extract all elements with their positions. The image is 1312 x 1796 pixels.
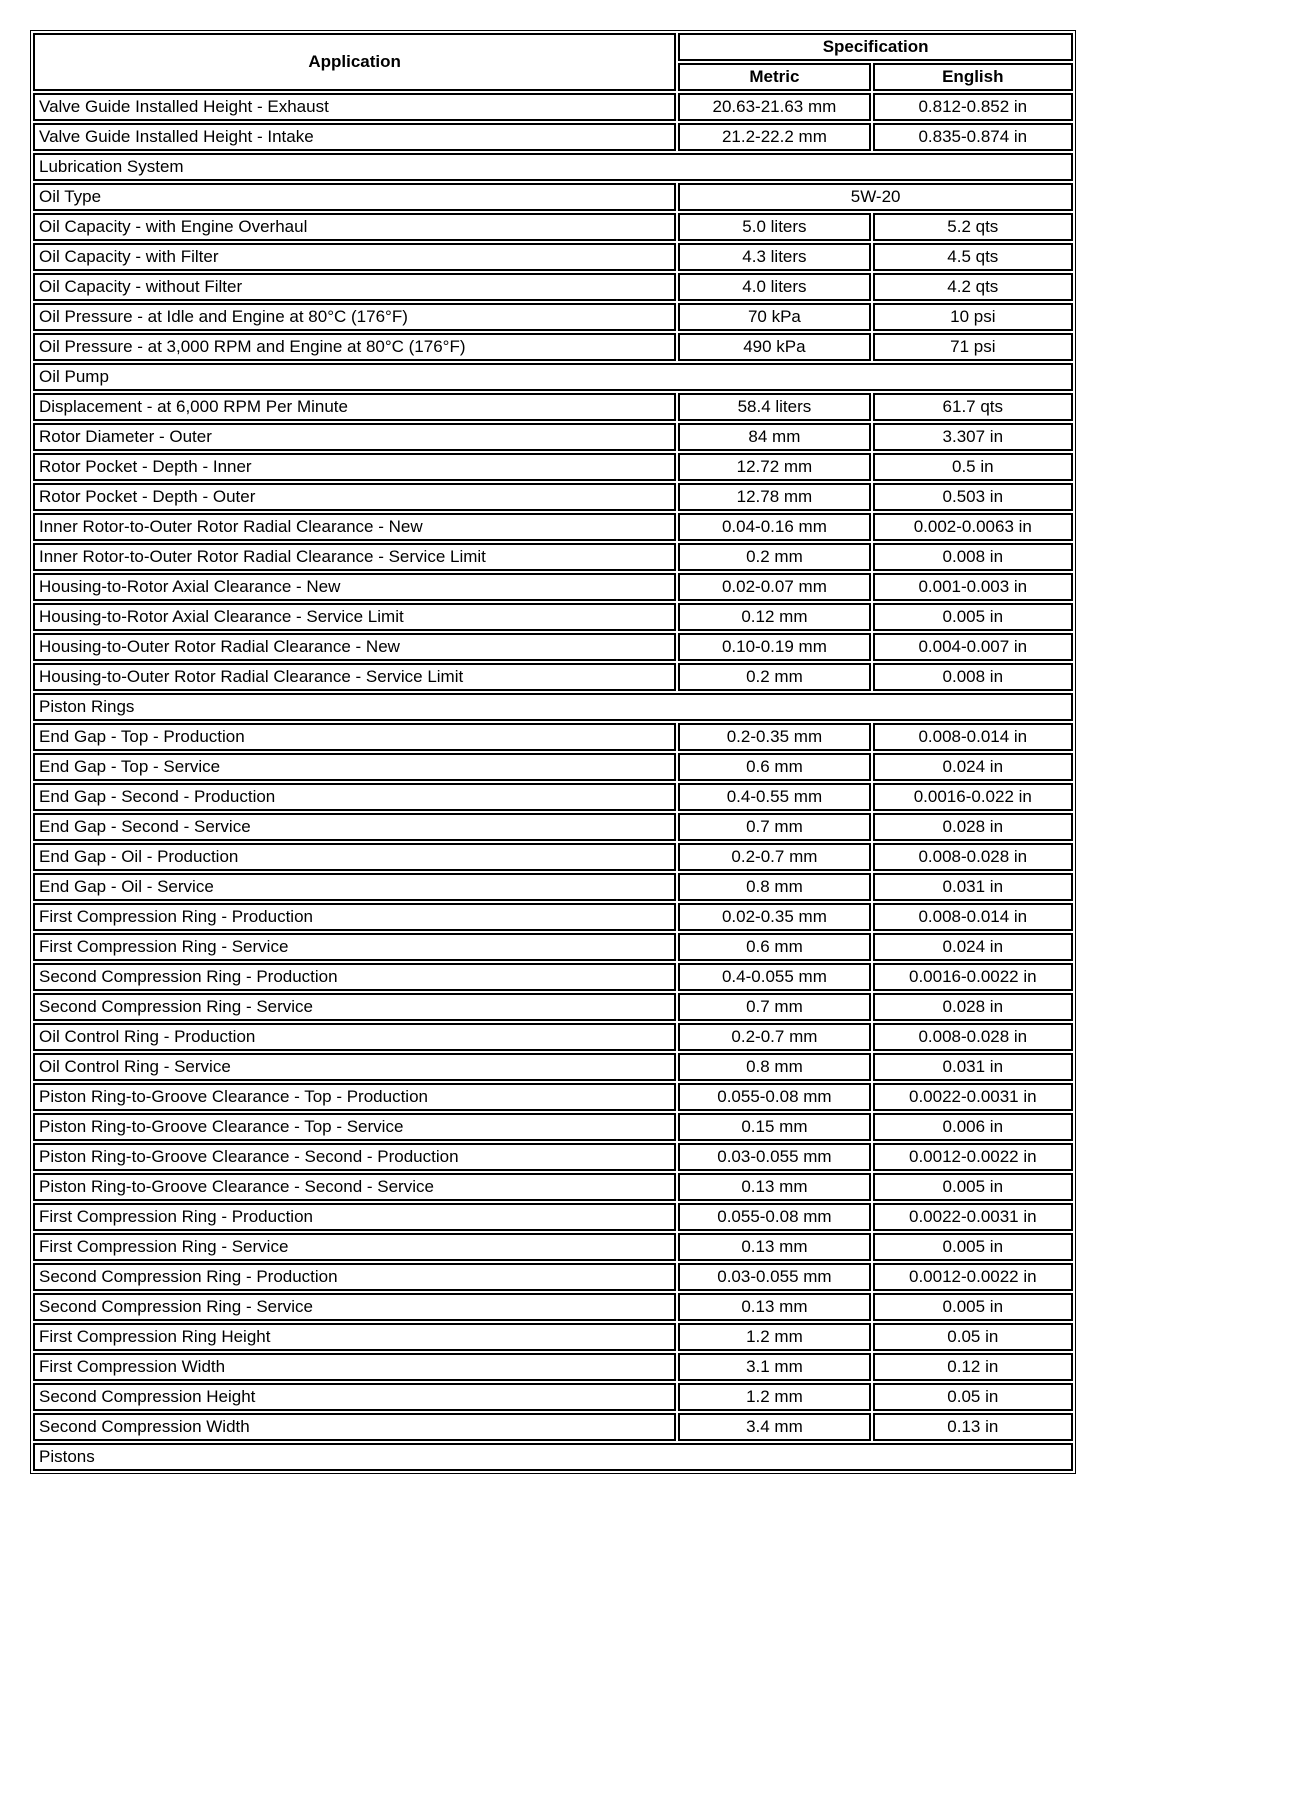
application-cell: Valve Guide Installed Height - Exhaust bbox=[33, 93, 676, 121]
table-row bbox=[33, 393, 1073, 421]
section-row bbox=[33, 153, 1073, 181]
english-value-cell: 0.008-0.014 in bbox=[873, 903, 1073, 931]
table-row bbox=[33, 723, 1073, 751]
metric-value-cell: 0.10-0.19 mm bbox=[678, 633, 870, 661]
table-row bbox=[33, 123, 1073, 151]
table-row bbox=[33, 813, 1073, 841]
metric-value-cell: 20.63-21.63 mm bbox=[678, 93, 870, 121]
application-cell: Valve Guide Installed Height - Intake bbox=[33, 123, 676, 151]
section-label: Lubrication System bbox=[33, 153, 1073, 181]
section-label: Piston Rings bbox=[33, 693, 1073, 721]
metric-value-cell: 4.0 liters bbox=[678, 273, 870, 301]
application-cell: Piston Ring-to-Groove Clearance - Top - Service bbox=[33, 1113, 676, 1141]
metric-value-cell: 0.12 mm bbox=[678, 603, 870, 631]
metric-value-cell: 3.4 mm bbox=[678, 1413, 870, 1441]
table-row bbox=[33, 603, 1073, 631]
english-value-cell: 0.008 in bbox=[873, 663, 1073, 691]
application-cell: First Compression Ring - Service bbox=[33, 1233, 676, 1261]
metric-value-cell: 12.72 mm bbox=[678, 453, 870, 481]
metric-value-cell: 0.8 mm bbox=[678, 1053, 870, 1081]
section-label: Pistons bbox=[33, 1443, 1073, 1471]
table-row bbox=[33, 213, 1073, 241]
table-row bbox=[33, 1233, 1073, 1261]
spec-table-body bbox=[33, 93, 1073, 1471]
spanned-value-cell: 5W-20 bbox=[678, 183, 1073, 211]
metric-value-cell: 3.1 mm bbox=[678, 1353, 870, 1381]
section-label: Oil Pump bbox=[33, 363, 1073, 391]
section-row bbox=[33, 363, 1073, 391]
application-cell: Housing-to-Outer Rotor Radial Clearance - Service Limit bbox=[33, 663, 676, 691]
english-value-cell: 61.7 qts bbox=[873, 393, 1073, 421]
table-row bbox=[33, 1353, 1073, 1381]
english-value-cell: 3.307 in bbox=[873, 423, 1073, 451]
metric-value-cell: 0.03-0.055 mm bbox=[678, 1263, 870, 1291]
metric-value-cell: 490 kPa bbox=[678, 333, 870, 361]
application-cell: Second Compression Height bbox=[33, 1383, 676, 1411]
english-value-cell: 0.05 in bbox=[873, 1383, 1073, 1411]
english-value-cell: 0.0012-0.0022 in bbox=[873, 1143, 1073, 1171]
application-cell: End Gap - Top - Production bbox=[33, 723, 676, 751]
specification-table bbox=[30, 30, 1076, 1474]
application-cell: First Compression Width bbox=[33, 1353, 676, 1381]
specification-column-header: Specification bbox=[678, 33, 1073, 61]
english-column-header: English bbox=[873, 63, 1073, 91]
english-value-cell: 0.835-0.874 in bbox=[873, 123, 1073, 151]
application-cell: Rotor Diameter - Outer bbox=[33, 423, 676, 451]
table-row bbox=[33, 543, 1073, 571]
table-row bbox=[33, 513, 1073, 541]
application-cell: Displacement - at 6,000 RPM Per Minute bbox=[33, 393, 676, 421]
english-value-cell: 0.006 in bbox=[873, 1113, 1073, 1141]
english-value-cell: 71 psi bbox=[873, 333, 1073, 361]
application-cell: Second Compression Ring - Production bbox=[33, 963, 676, 991]
application-cell: Housing-to-Rotor Axial Clearance - New bbox=[33, 573, 676, 601]
metric-value-cell: 0.8 mm bbox=[678, 873, 870, 901]
table-row bbox=[33, 663, 1073, 691]
application-cell: Rotor Pocket - Depth - Outer bbox=[33, 483, 676, 511]
table-row bbox=[33, 93, 1073, 121]
table-row bbox=[33, 993, 1073, 1021]
metric-value-cell: 84 mm bbox=[678, 423, 870, 451]
table-row bbox=[33, 903, 1073, 931]
section-row bbox=[33, 1443, 1073, 1471]
table-row bbox=[33, 1203, 1073, 1231]
table-row bbox=[33, 183, 1073, 211]
table-row bbox=[33, 1113, 1073, 1141]
table-row bbox=[33, 933, 1073, 961]
application-cell: Second Compression Ring - Service bbox=[33, 993, 676, 1021]
application-cell: Second Compression Ring - Service bbox=[33, 1293, 676, 1321]
table-row bbox=[33, 1293, 1073, 1321]
english-value-cell: 0.0016-0.022 in bbox=[873, 783, 1073, 811]
table-header bbox=[33, 33, 1073, 91]
application-cell: End Gap - Second - Production bbox=[33, 783, 676, 811]
english-value-cell: 0.005 in bbox=[873, 1173, 1073, 1201]
english-value-cell: 0.008-0.028 in bbox=[873, 1023, 1073, 1051]
application-column-header: Application bbox=[33, 33, 676, 91]
english-value-cell: 0.503 in bbox=[873, 483, 1073, 511]
table-row bbox=[33, 273, 1073, 301]
metric-value-cell: 4.3 liters bbox=[678, 243, 870, 271]
application-cell: End Gap - Oil - Service bbox=[33, 873, 676, 901]
table-row bbox=[33, 753, 1073, 781]
table-row bbox=[33, 1143, 1073, 1171]
metric-value-cell: 0.6 mm bbox=[678, 753, 870, 781]
application-cell: First Compression Ring - Service bbox=[33, 933, 676, 961]
metric-value-cell: 0.03-0.055 mm bbox=[678, 1143, 870, 1171]
metric-value-cell: 1.2 mm bbox=[678, 1323, 870, 1351]
table-row bbox=[33, 843, 1073, 871]
header-row-1 bbox=[33, 33, 1073, 61]
english-value-cell: 0.008-0.014 in bbox=[873, 723, 1073, 751]
application-cell: Piston Ring-to-Groove Clearance - Second - Production bbox=[33, 1143, 676, 1171]
english-value-cell: 0.031 in bbox=[873, 873, 1073, 901]
metric-value-cell: 0.6 mm bbox=[678, 933, 870, 961]
english-value-cell: 0.024 in bbox=[873, 933, 1073, 961]
english-value-cell: 0.0022-0.0031 in bbox=[873, 1203, 1073, 1231]
table-row bbox=[33, 1413, 1073, 1441]
english-value-cell: 10 psi bbox=[873, 303, 1073, 331]
metric-value-cell: 0.4-0.55 mm bbox=[678, 783, 870, 811]
application-cell: End Gap - Top - Service bbox=[33, 753, 676, 781]
metric-value-cell: 0.2 mm bbox=[678, 543, 870, 571]
table-row bbox=[33, 1383, 1073, 1411]
table-row bbox=[33, 423, 1073, 451]
english-value-cell: 4.5 qts bbox=[873, 243, 1073, 271]
application-cell: Piston Ring-to-Groove Clearance - Second - Service bbox=[33, 1173, 676, 1201]
application-cell: Inner Rotor-to-Outer Rotor Radial Clearance - Service Limit bbox=[33, 543, 676, 571]
application-cell: Oil Type bbox=[33, 183, 676, 211]
metric-value-cell: 0.13 mm bbox=[678, 1233, 870, 1261]
application-cell: Oil Capacity - with Filter bbox=[33, 243, 676, 271]
english-value-cell: 0.028 in bbox=[873, 813, 1073, 841]
application-cell: First Compression Ring Height bbox=[33, 1323, 676, 1351]
english-value-cell: 5.2 qts bbox=[873, 213, 1073, 241]
english-value-cell: 0.002-0.0063 in bbox=[873, 513, 1073, 541]
metric-value-cell: 0.7 mm bbox=[678, 993, 870, 1021]
application-cell: Oil Pressure - at Idle and Engine at 80°C (176°F) bbox=[33, 303, 676, 331]
application-cell: Housing-to-Rotor Axial Clearance - Service Limit bbox=[33, 603, 676, 631]
english-value-cell: 0.0012-0.0022 in bbox=[873, 1263, 1073, 1291]
application-cell: First Compression Ring - Production bbox=[33, 903, 676, 931]
english-value-cell: 0.05 in bbox=[873, 1323, 1073, 1351]
metric-value-cell: 0.4-0.055 mm bbox=[678, 963, 870, 991]
application-cell: End Gap - Oil - Production bbox=[33, 843, 676, 871]
english-value-cell: 0.0022-0.0031 in bbox=[873, 1083, 1073, 1111]
metric-value-cell: 0.2-0.7 mm bbox=[678, 1023, 870, 1051]
application-cell: Oil Control Ring - Service bbox=[33, 1053, 676, 1081]
metric-value-cell: 70 kPa bbox=[678, 303, 870, 331]
metric-value-cell: 0.02-0.35 mm bbox=[678, 903, 870, 931]
table-row bbox=[33, 1053, 1073, 1081]
table-row bbox=[33, 1323, 1073, 1351]
metric-value-cell: 0.7 mm bbox=[678, 813, 870, 841]
english-value-cell: 0.12 in bbox=[873, 1353, 1073, 1381]
metric-value-cell: 0.2-0.35 mm bbox=[678, 723, 870, 751]
application-cell: Rotor Pocket - Depth - Inner bbox=[33, 453, 676, 481]
table-row bbox=[33, 303, 1073, 331]
application-cell: Oil Pressure - at 3,000 RPM and Engine at 80°C (176°F) bbox=[33, 333, 676, 361]
metric-value-cell: 0.2 mm bbox=[678, 663, 870, 691]
metric-value-cell: 0.13 mm bbox=[678, 1173, 870, 1201]
english-value-cell: 0.024 in bbox=[873, 753, 1073, 781]
application-cell: Housing-to-Outer Rotor Radial Clearance - New bbox=[33, 633, 676, 661]
english-value-cell: 0.028 in bbox=[873, 993, 1073, 1021]
table-row bbox=[33, 873, 1073, 901]
metric-value-cell: 0.055-0.08 mm bbox=[678, 1203, 870, 1231]
table-row bbox=[33, 243, 1073, 271]
application-cell: Piston Ring-to-Groove Clearance - Top - Production bbox=[33, 1083, 676, 1111]
table-row bbox=[33, 483, 1073, 511]
table-row bbox=[33, 633, 1073, 661]
metric-value-cell: 0.13 mm bbox=[678, 1293, 870, 1321]
application-cell: End Gap - Second - Service bbox=[33, 813, 676, 841]
english-value-cell: 0.008 in bbox=[873, 543, 1073, 571]
application-cell: Oil Control Ring - Production bbox=[33, 1023, 676, 1051]
metric-value-cell: 0.055-0.08 mm bbox=[678, 1083, 870, 1111]
english-value-cell: 0.13 in bbox=[873, 1413, 1073, 1441]
table-row bbox=[33, 573, 1073, 601]
english-value-cell: 0.812-0.852 in bbox=[873, 93, 1073, 121]
table-row bbox=[33, 453, 1073, 481]
application-cell: First Compression Ring - Production bbox=[33, 1203, 676, 1231]
metric-value-cell: 58.4 liters bbox=[678, 393, 870, 421]
table-row bbox=[33, 783, 1073, 811]
application-cell: Oil Capacity - with Engine Overhaul bbox=[33, 213, 676, 241]
application-cell: Second Compression Ring - Production bbox=[33, 1263, 676, 1291]
table-row bbox=[33, 333, 1073, 361]
english-value-cell: 0.008-0.028 in bbox=[873, 843, 1073, 871]
table-row bbox=[33, 1083, 1073, 1111]
english-value-cell: 0.005 in bbox=[873, 1293, 1073, 1321]
english-value-cell: 0.0016-0.0022 in bbox=[873, 963, 1073, 991]
metric-value-cell: 0.15 mm bbox=[678, 1113, 870, 1141]
english-value-cell: 0.031 in bbox=[873, 1053, 1073, 1081]
metric-value-cell: 12.78 mm bbox=[678, 483, 870, 511]
metric-value-cell: 0.2-0.7 mm bbox=[678, 843, 870, 871]
metric-value-cell: 21.2-22.2 mm bbox=[678, 123, 870, 151]
english-value-cell: 0.001-0.003 in bbox=[873, 573, 1073, 601]
table-row bbox=[33, 1173, 1073, 1201]
section-row bbox=[33, 693, 1073, 721]
table-row bbox=[33, 963, 1073, 991]
metric-value-cell: 0.04-0.16 mm bbox=[678, 513, 870, 541]
english-value-cell: 4.2 qts bbox=[873, 273, 1073, 301]
specification-page bbox=[0, 30, 1312, 1796]
english-value-cell: 0.5 in bbox=[873, 453, 1073, 481]
table-row bbox=[33, 1263, 1073, 1291]
metric-value-cell: 5.0 liters bbox=[678, 213, 870, 241]
application-cell: Inner Rotor-to-Outer Rotor Radial Clearance - New bbox=[33, 513, 676, 541]
table-row bbox=[33, 1023, 1073, 1051]
application-cell: Second Compression Width bbox=[33, 1413, 676, 1441]
english-value-cell: 0.005 in bbox=[873, 1233, 1073, 1261]
metric-column-header: Metric bbox=[678, 63, 870, 91]
metric-value-cell: 1.2 mm bbox=[678, 1383, 870, 1411]
metric-value-cell: 0.02-0.07 mm bbox=[678, 573, 870, 601]
english-value-cell: 0.005 in bbox=[873, 603, 1073, 631]
application-cell: Oil Capacity - without Filter bbox=[33, 273, 676, 301]
english-value-cell: 0.004-0.007 in bbox=[873, 633, 1073, 661]
